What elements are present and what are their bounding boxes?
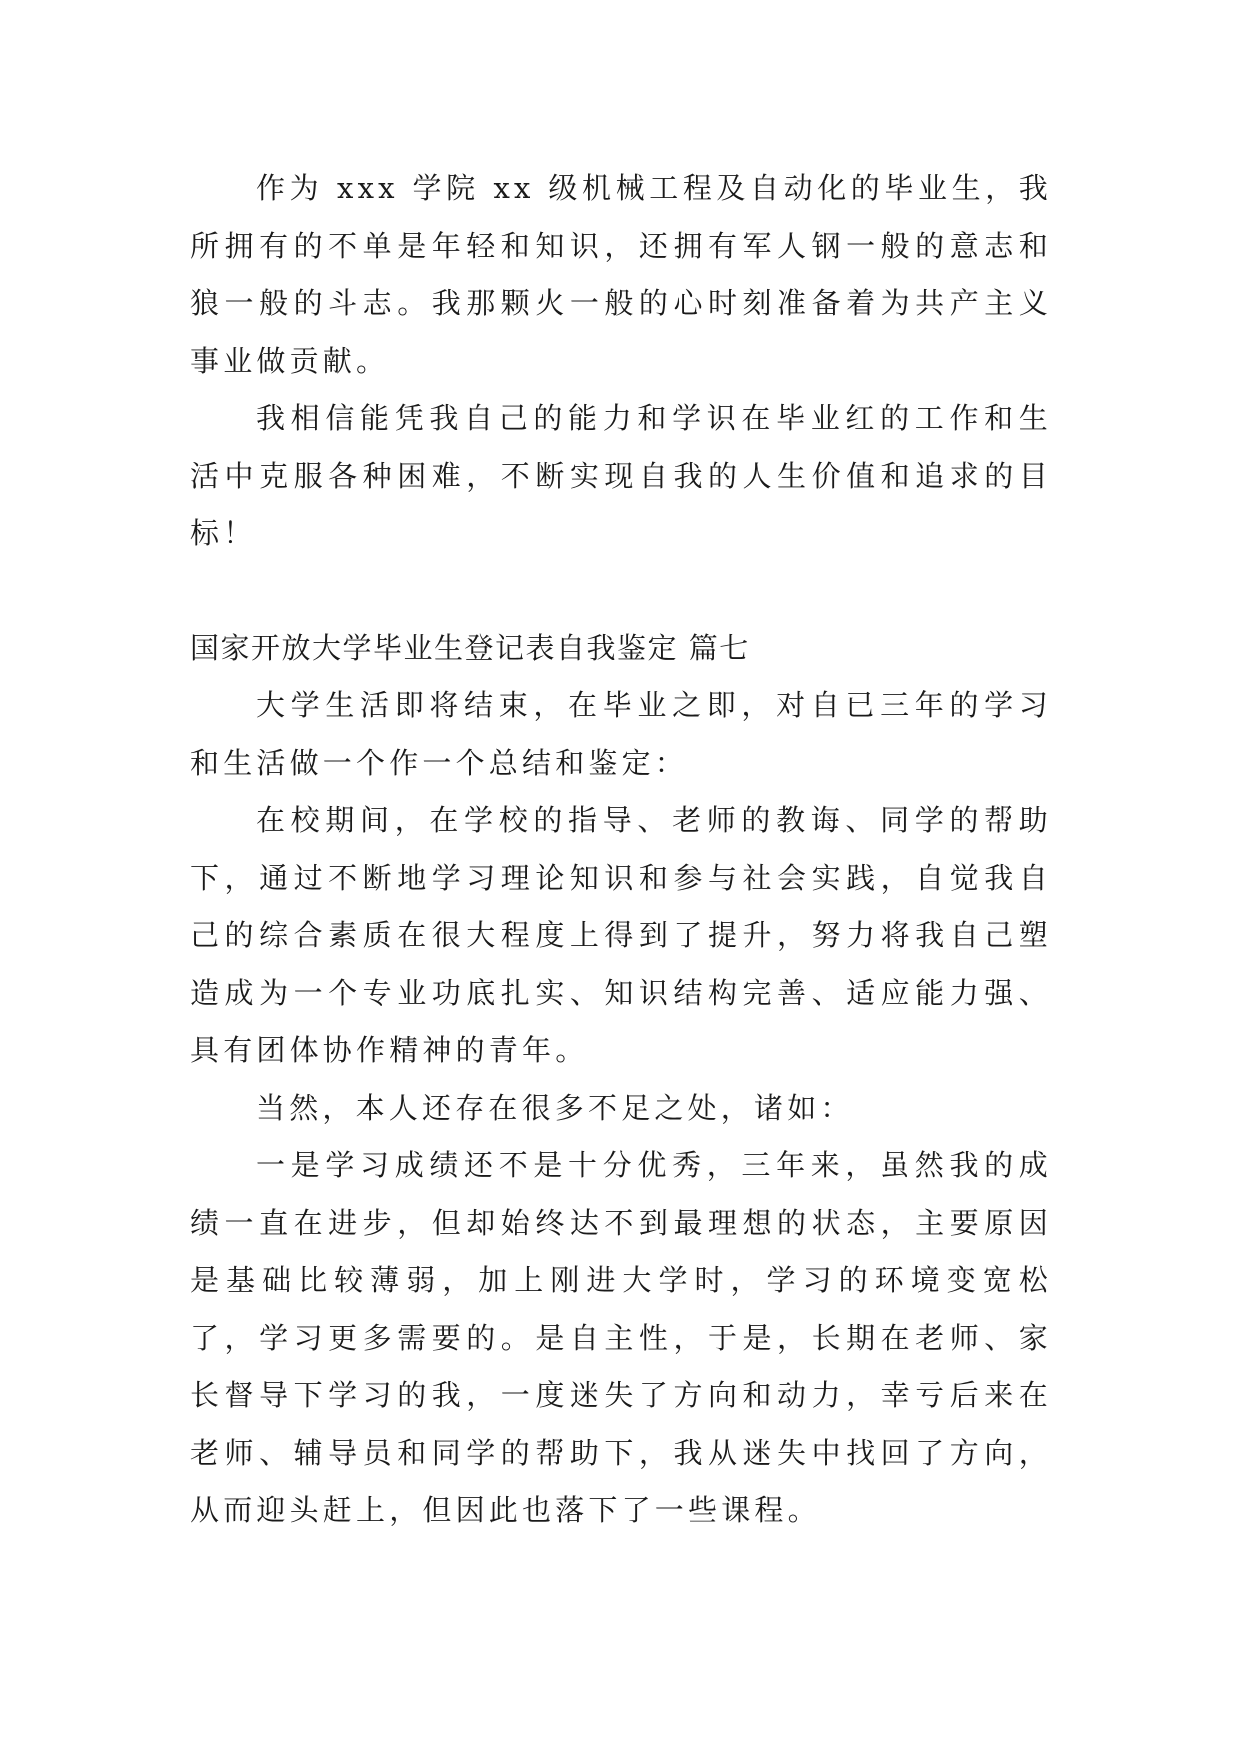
- paragraph-shortcomings: 当然，本人还存在很多不足之处，诸如：: [256, 1090, 854, 1125]
- paragraph-summary-intro: 大学生活即将结束，在毕业之即，对自已三年的学习和生活做一个作一个总结和鉴定：: [190, 688, 1052, 780]
- document-body: [190, 160, 1052, 1540]
- section-title: 国家开放大学毕业生登记表自我鉴定 篇七: [190, 630, 750, 665]
- paragraph-confidence: 我相信能凭我自己的能力和学识在毕业红的工作和生活中克服各种困难，不断实现自我的人生价值和追求的目标！: [190, 401, 1052, 550]
- paragraph-graduate-intro: 作为 xxx 学院 xx 级机械工程及自动化的毕业生，我所拥有的不单是年轻和知识，还拥有军人钢一般的意志和狼一般的斗志。我那颗火一般的心时刻准备着为共产主义事业做贡献。: [190, 171, 1052, 378]
- paragraph-school-period: 在校期间，在学校的指导、老师的教诲、同学的帮助下，通过不断地学习理论知识和参与社会实践，自觉我自己的综合素质在很大程度上得到了提升，努力将我自己塑造成为一个专业功底扎实、知识结构完善、适应能力强、具有团体协作精神的青年。: [190, 803, 1052, 1067]
- paragraph-study-results: 一是学习成绩还不是十分优秀，三年来，虽然我的成绩一直在进步，但却始终达不到最理想的状态，主要原因是基础比较薄弱，加上刚进大学时，学习的环境变宽松了，学习更多需要的。是自主性，于是，长期在老师、家长督导下学习的我，一度迷失了方向和动力，幸亏后来在老师、辅导员和同学的帮助下，我从迷失中找回了方向，从而迎头赶上，但因此也落下了一些课程。: [190, 1148, 1052, 1527]
